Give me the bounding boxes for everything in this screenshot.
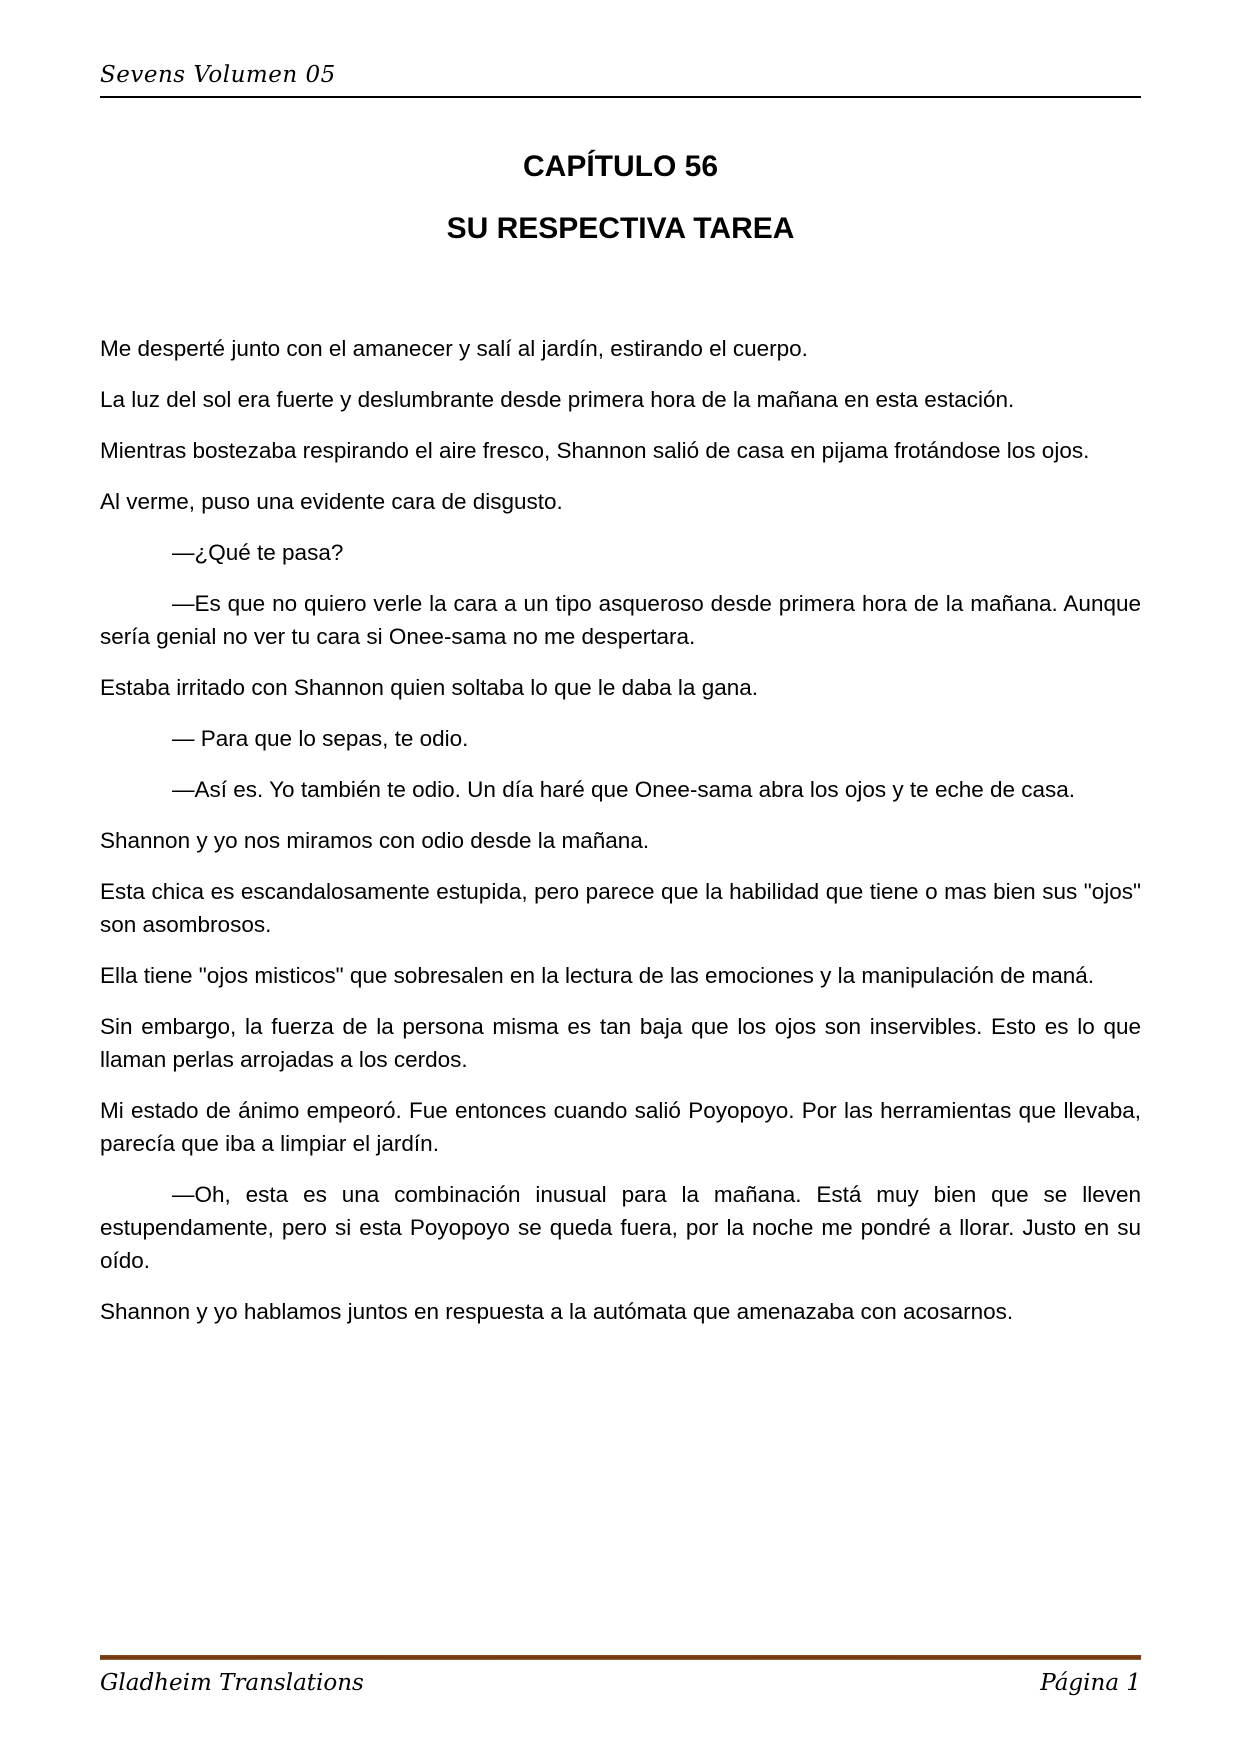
paragraph: Mientras bostezaba respirando el aire fresco, Shannon salió de casa en pijama frotándose los ojos. bbox=[100, 438, 1090, 463]
page-header: Sevens Volumen 05 bbox=[100, 0, 1141, 98]
footer-rule bbox=[100, 1655, 1141, 1660]
paragraph: Shannon y yo nos miramos con odio desde la mañana. bbox=[100, 828, 650, 853]
page-footer bbox=[100, 1655, 1141, 1696]
paragraph: Mi estado de ánimo empeoró. Fue entonces cuando salió Poyopoyo. Por las herramientas que llevaba, parecía que iba a limpiar el jardín. bbox=[100, 1098, 1141, 1156]
paragraph: —Oh, esta es una combinación inusual para la mañana. Está muy bien que se lleven estupendamente, pero si esta Poyopoyo se queda fuera, por la noche me pondré a llorar. Justo en su oído. bbox=[100, 1182, 1141, 1273]
paragraph: Me desperté junto con el amanecer y salí al jardín, estirando el cuerpo. bbox=[100, 336, 808, 361]
footer-page-number: Página 1 bbox=[1040, 1670, 1141, 1696]
paragraph: Estaba irritado con Shannon quien soltaba lo que le daba la gana. bbox=[100, 675, 758, 700]
paragraph: La luz del sol era fuerte y deslumbrante desde primera hora de la mañana en esta estación. bbox=[100, 387, 1015, 412]
chapter-subtitle: SU RESPECTIVA TAREA bbox=[446, 212, 795, 245]
paragraphs bbox=[100, 332, 1141, 1328]
paragraph: Shannon y yo hablamos juntos en respuesta a la autómata que amenazaba con acosarnos. bbox=[100, 1299, 1014, 1324]
paragraph: Esta chica es escandalosamente estupida, pero parece que la habilidad que tiene o mas bien sus "ojos" son asombrosos. bbox=[100, 879, 1141, 937]
paragraph: —Es que no quiero verle la cara a un tipo asqueroso desde primera hora de la mañana. Aunque sería genial no ver tu cara si Onee-sama no me despertara. bbox=[100, 591, 1141, 649]
chapter-title-block bbox=[100, 150, 1141, 246]
paragraph: Sin embargo, la fuerza de la persona misma es tan baja que los ojos son inservibles. Esto es lo que llaman perlas arrojadas a los cerdos. bbox=[100, 1014, 1141, 1072]
paragraph: Al verme, puso una evidente cara de disgusto. bbox=[100, 489, 563, 514]
chapter-title: CAPÍTULO 56 bbox=[522, 150, 719, 183]
paragraph: Ella tiene "ojos misticos" que sobresalen en la lectura de las emociones y la manipulación de maná. bbox=[100, 963, 1095, 988]
paragraph: —Así es. Yo también te odio. Un día haré que Onee-sama abra los ojos y te eche de casa. bbox=[172, 777, 1076, 802]
footer-translator: Gladheim Translations bbox=[100, 1670, 364, 1696]
paragraph: — Para que lo sepas, te odio. bbox=[172, 726, 469, 751]
paragraph: —¿Qué te pasa? bbox=[172, 540, 344, 565]
